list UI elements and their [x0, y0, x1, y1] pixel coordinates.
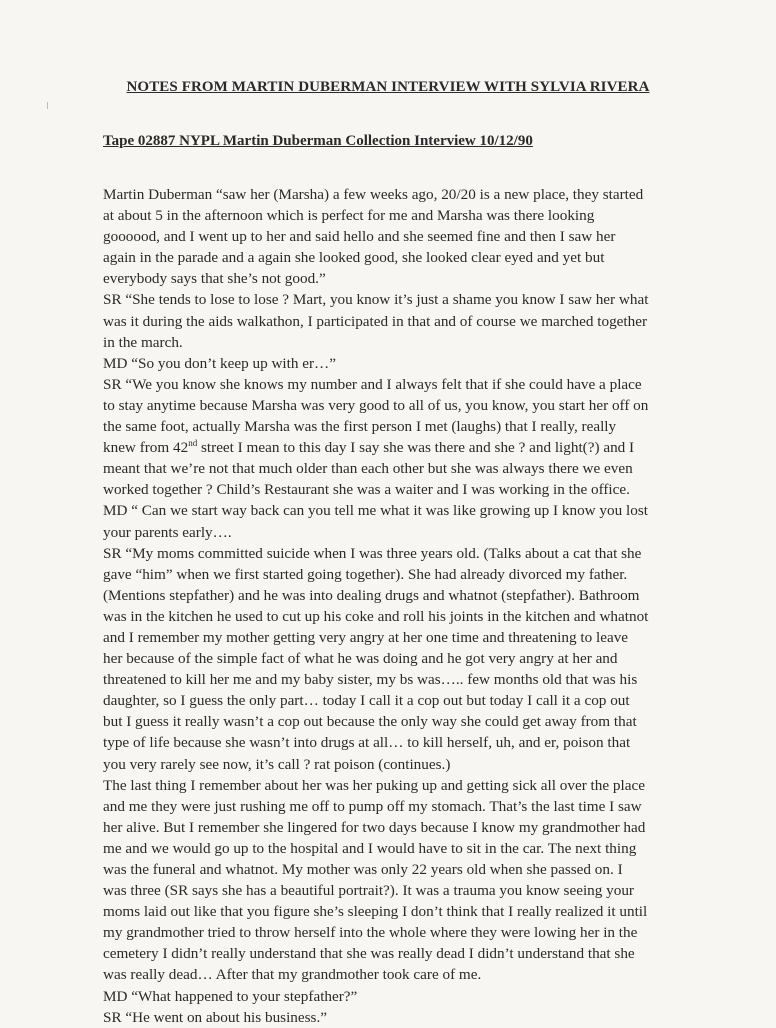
scan-mark	[47, 102, 48, 109]
body-line: you very rarely see now, it’s call ? rat poison (continues.)	[103, 755, 451, 773]
body-line: the same foot, actually Marsha was the first person I met (laughs) that I really, really	[103, 418, 617, 436]
body-line: was it during the aids walkathon, I participated in that and of course we marched together	[103, 312, 648, 330]
body-line: was in the kitchen he used to cut up his coke and roll his joints in the kitchen and whatnot	[103, 607, 649, 625]
body-line: your parents early….	[103, 523, 232, 541]
body-line: MD “ Can we start way back can you tell me what it was like growing up I know you lost	[103, 502, 648, 520]
body-line: again in the parade and a again she looked good, she looked clear eyed and yet but	[103, 249, 605, 267]
body-line: was three (SR says she has a beautiful portrait?). It was a trauma you know seeing your	[103, 882, 634, 900]
body-line: moms laid out like that you figure she’s sleeping I don’t think that I really realized it until	[103, 903, 648, 921]
body-line: was really dead… After that my grandmother took care of me.	[103, 966, 482, 984]
body-line: threatened to kill her me and my baby sister, my bs was….. few months old that was his	[103, 671, 638, 689]
body-line: and me they were just rushing me off to pump off my stomach. That’s the last time I saw	[103, 797, 642, 815]
body-line: and I remember my mother getting very angry at her one time and threatening to leave	[103, 628, 629, 646]
body-line: MD “So you don’t keep up with er…”	[103, 354, 336, 372]
body-line: goooood, and I went up to her and said hello and she seemed fine and then I saw her	[103, 228, 616, 246]
body-line: SR “She tends to lose to lose ? Mart, you know it’s just a shame you know I saw her what	[103, 291, 649, 309]
body-line: (Mentions stepfather) and he was into dealing drugs and whatnot (stepfather). Bathroom	[103, 586, 640, 604]
body-line: SR “My moms committed suicide when I was three years old. (Talks about a cat that she	[103, 544, 642, 562]
body-line: SR “He went on about his business.”	[103, 1008, 327, 1026]
body-line: SR “We you know she knows my number and I always felt that if she could have a place	[103, 375, 642, 393]
body-line: my grandmother tried to throw herself into the whole where they were lowing her in the	[103, 924, 638, 942]
body-line: cemetery I didn’t really understand that she was really dead I didn’t understand that she	[103, 945, 635, 963]
document-body	[103, 184, 683, 1028]
body-line: gave “him” when we first started going together). She had already divorced my father.	[103, 565, 628, 583]
body-line: everybody says that she’s not good.”	[103, 270, 326, 288]
document-subtitle: Tape 02887 NYPL Martin Duberman Collection Interview 10/12/90	[103, 133, 533, 149]
body-line: in the march.	[103, 333, 183, 351]
body-line: type of life because she wasn’t into drugs at all… to kill herself, uh, and er, poison that	[103, 734, 631, 752]
body-line: me and we would go up to the hospital and I would have to sit in the car. The next thing	[103, 839, 637, 857]
body-line: Martin Duberman “saw her (Marsha) a few weeks ago, 20/20 is a new place, they started	[103, 186, 644, 203]
body-line: MD “What happened to your stepfather?”	[103, 987, 358, 1005]
body-line: at about 5 in the afternoon which is perfect for me and Marsha was there looking	[103, 207, 595, 225]
body-line: but I guess it really wasn’t a cop out because the only way she could get away from that	[103, 713, 637, 731]
body-line: The last thing I remember about her was her puking up and getting sick all over the place	[103, 776, 645, 794]
body-line: her alive. But I remember she lingered for two days because I know my grandmother had	[103, 818, 646, 836]
body-line: daughter, so I guess the only part… today I call it a cop out but today I call it a cop out	[103, 692, 630, 710]
body-line: was the funeral and whatnot. My mother was only 22 years old when she passed on. I	[103, 861, 623, 878]
body-line	[103, 437, 683, 458]
document-title: NOTES FROM MARTIN DUBERMAN INTERVIEW WITH SYLVIA RIVERA	[126, 79, 650, 95]
body-line-text: knew from 42	[103, 439, 189, 457]
body-line: worked together ? Child’s Restaurant she was a waiter and I was working in the office.	[103, 481, 630, 499]
ordinal-superscript: nd	[188, 438, 198, 449]
body-line: her because of the simple fact of what he was doing and he got very angry at her and	[103, 650, 618, 668]
body-line-text: street I mean to this day I say she was there and she ? and light(?) and I	[197, 439, 635, 457]
body-line: meant that we’re not that much older than each other but she was always there we even	[103, 460, 633, 478]
body-line: to stay anytime because Marsha was very good to all of us, you know, you start her off on	[103, 396, 649, 414]
